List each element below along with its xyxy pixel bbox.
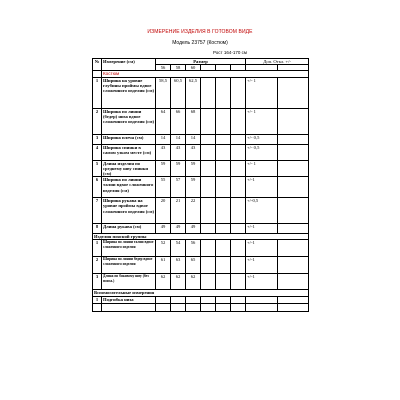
row-measurement: Ширина на уровне глубины проймы вдвое сложенного изделия (см) bbox=[102, 77, 156, 108]
row-number: 1 bbox=[93, 77, 102, 108]
row-empty bbox=[201, 144, 216, 160]
header-deviation: Доп. Откл. +/- bbox=[246, 59, 309, 65]
row-empty bbox=[216, 160, 231, 177]
table-row bbox=[93, 134, 309, 144]
row-empty bbox=[278, 296, 309, 303]
row-empty bbox=[201, 303, 216, 311]
row-empty bbox=[278, 144, 309, 160]
row-value-58: 14 bbox=[171, 134, 186, 144]
row-empty bbox=[201, 160, 216, 177]
row-deviation: +/-1 bbox=[246, 257, 278, 274]
row-value-60: 62 bbox=[186, 274, 201, 290]
row-value-56: 49 bbox=[156, 224, 171, 234]
row-empty bbox=[216, 134, 231, 144]
row-empty bbox=[216, 177, 231, 198]
row-empty bbox=[201, 108, 216, 134]
row-value-56: 43 bbox=[156, 144, 171, 160]
row-empty bbox=[216, 240, 231, 257]
row-value-60: 59 bbox=[186, 177, 201, 198]
row-deviation: +/-1 bbox=[246, 274, 278, 290]
table-row bbox=[93, 224, 309, 234]
row-measurement: Ширина по линии бедер вдвое сложенного изделия bbox=[102, 257, 156, 274]
table-row bbox=[93, 108, 309, 134]
row-empty bbox=[278, 160, 309, 177]
row-empty bbox=[186, 303, 201, 311]
row-value-56: 52 bbox=[156, 240, 171, 257]
row-measurement: Ширина по линии талии вдвое сложенного изделия bbox=[102, 240, 156, 257]
table-row bbox=[93, 198, 309, 224]
row-empty bbox=[216, 274, 231, 290]
row-value-60: 68 bbox=[186, 108, 201, 134]
row-empty bbox=[216, 77, 231, 108]
row-empty bbox=[201, 257, 216, 274]
header-size: Размер bbox=[156, 59, 246, 65]
row-deviation: +/-1 bbox=[246, 240, 278, 257]
row-empty bbox=[278, 257, 309, 274]
row-empty bbox=[278, 274, 309, 290]
row-measurement: Длина рукава (см) bbox=[102, 224, 156, 234]
row-empty bbox=[231, 274, 246, 290]
row-deviation: +/-0,5 bbox=[246, 198, 278, 224]
header-num: № bbox=[93, 59, 102, 71]
row-measurement: Ширина по линии талии вдвое сложенного изделия (см) bbox=[102, 177, 156, 198]
row-measurement: Длина изделия по среднему шву спинки (см) bbox=[102, 160, 156, 177]
row-empty bbox=[216, 296, 231, 303]
row-empty bbox=[278, 77, 309, 108]
row-deviation: +/- 0,5 bbox=[246, 144, 278, 160]
row-empty bbox=[231, 108, 246, 134]
row-measurement: Ширина рукава на уровне проймы вдвое сложенного изделия (см) bbox=[102, 198, 156, 224]
measurement-table bbox=[92, 58, 309, 312]
row-number: 1 bbox=[93, 296, 102, 303]
row-measurement: Ширина спинки в самом узком месте (см) bbox=[102, 144, 156, 160]
row-value-58: 43 bbox=[171, 144, 186, 160]
row-value-56: 59 bbox=[156, 160, 171, 177]
row-value-60: 65 bbox=[186, 257, 201, 274]
row-number: 8 bbox=[93, 224, 102, 234]
row-empty bbox=[231, 198, 246, 224]
row-measurement: Подгибка низа bbox=[102, 296, 156, 303]
row-value-60: 22 bbox=[186, 198, 201, 224]
row-empty bbox=[216, 224, 231, 234]
row-value-60: 59 bbox=[186, 160, 201, 177]
row-number: 3 bbox=[93, 134, 102, 144]
row-number: 6 bbox=[93, 177, 102, 198]
table-row bbox=[93, 303, 309, 311]
row-value-56: 55 bbox=[156, 177, 171, 198]
row-value-60: 43 bbox=[186, 144, 201, 160]
row-empty bbox=[201, 134, 216, 144]
row-value-56: 64 bbox=[156, 108, 171, 134]
table-row bbox=[93, 77, 309, 108]
row-empty bbox=[231, 177, 246, 198]
table-row bbox=[93, 144, 309, 160]
table-row bbox=[93, 160, 309, 177]
row-empty bbox=[278, 177, 309, 198]
row-empty bbox=[278, 224, 309, 234]
row-value-58 bbox=[171, 296, 186, 303]
row-empty bbox=[102, 303, 156, 311]
row-empty bbox=[216, 144, 231, 160]
size-58: 58 bbox=[171, 65, 186, 71]
row-empty bbox=[278, 108, 309, 134]
row-value-56: 14 bbox=[156, 134, 171, 144]
row-empty bbox=[201, 177, 216, 198]
row-empty bbox=[231, 240, 246, 257]
row-number: 7 bbox=[93, 198, 102, 224]
row-number: 2 bbox=[93, 257, 102, 274]
row-empty bbox=[201, 224, 216, 234]
row-empty bbox=[216, 108, 231, 134]
table-row bbox=[93, 177, 309, 198]
model-label: Модель 23757 (Костюм) bbox=[172, 40, 228, 46]
table-row bbox=[93, 296, 309, 303]
row-value-58: 63 bbox=[171, 257, 186, 274]
row-deviation: +/- 0,5 bbox=[246, 134, 278, 144]
row-value-58: 60,5 bbox=[171, 77, 186, 108]
row-empty bbox=[201, 296, 216, 303]
row-value-60: 49 bbox=[186, 224, 201, 234]
size-60: 60 bbox=[186, 65, 201, 71]
row-empty bbox=[231, 160, 246, 177]
height-label: Рост 164-170 см bbox=[213, 50, 247, 55]
row-empty bbox=[278, 303, 309, 311]
row-value-58: 59 bbox=[171, 160, 186, 177]
row-deviation: +/-1 bbox=[246, 177, 278, 198]
row-number: 4 bbox=[93, 144, 102, 160]
row-deviation: +/-1 bbox=[246, 224, 278, 234]
row-value-56 bbox=[156, 296, 171, 303]
row-empty bbox=[231, 257, 246, 274]
row-empty bbox=[201, 198, 216, 224]
row-empty bbox=[231, 296, 246, 303]
row-value-60: 62,5 bbox=[186, 77, 201, 108]
row-deviation bbox=[246, 296, 278, 303]
row-value-60: 14 bbox=[186, 134, 201, 144]
row-number: 3 bbox=[93, 274, 102, 290]
row-value-56: 61 bbox=[156, 257, 171, 274]
row-number: 5 bbox=[93, 160, 102, 177]
header-measurement: Измерение (см) bbox=[102, 59, 156, 71]
row-number: 2 bbox=[93, 108, 102, 134]
row-empty bbox=[171, 303, 186, 311]
row-value-56: 62 bbox=[156, 274, 171, 290]
row-value-60 bbox=[186, 296, 201, 303]
row-deviation: +/- 1 bbox=[246, 108, 278, 134]
row-empty bbox=[201, 77, 216, 108]
row-empty bbox=[231, 224, 246, 234]
table-row bbox=[93, 257, 309, 274]
row-empty bbox=[201, 240, 216, 257]
row-empty bbox=[278, 198, 309, 224]
table-row bbox=[93, 240, 309, 257]
row-value-58: 66 bbox=[171, 108, 186, 134]
row-empty bbox=[278, 134, 309, 144]
row-value-60: 56 bbox=[186, 240, 201, 257]
row-empty bbox=[93, 303, 102, 311]
row-number: 1 bbox=[93, 240, 102, 257]
section-title: Костюм bbox=[102, 71, 309, 77]
row-empty bbox=[231, 134, 246, 144]
row-empty bbox=[156, 303, 171, 311]
row-empty bbox=[231, 303, 246, 311]
row-value-58: 49 bbox=[171, 224, 186, 234]
table-row bbox=[93, 274, 309, 290]
document-title: ИЗМЕРЕНИЕ ИЗДЕЛИЯ В ГОТОВОМ ВИДЕ bbox=[147, 29, 253, 35]
row-value-58: 57 bbox=[171, 177, 186, 198]
size-56: 56 bbox=[156, 65, 171, 71]
row-empty bbox=[246, 303, 278, 311]
row-value-58: 54 bbox=[171, 240, 186, 257]
row-value-56: 20 bbox=[156, 198, 171, 224]
row-value-58: 62 bbox=[171, 274, 186, 290]
section-title: Вспомогательные измерения bbox=[93, 290, 309, 296]
row-deviation: +/- 1 bbox=[246, 160, 278, 177]
row-empty bbox=[216, 303, 231, 311]
row-value-58: 21 bbox=[171, 198, 186, 224]
section-title: Изделия поясной группы bbox=[93, 234, 309, 240]
row-empty bbox=[216, 198, 231, 224]
table-header-row bbox=[93, 59, 309, 65]
row-measurement: Ширина по линии (бедер) низа вдвое сложенного изделия (см) bbox=[102, 108, 156, 134]
row-measurement: Ширина плеча (см) bbox=[102, 134, 156, 144]
row-empty bbox=[231, 77, 246, 108]
row-empty bbox=[278, 240, 309, 257]
row-measurement: Длина по боковому шву (без пояса.) bbox=[102, 274, 156, 290]
row-empty bbox=[216, 257, 231, 274]
row-empty bbox=[231, 144, 246, 160]
measurement-table-body bbox=[93, 59, 309, 312]
row-deviation: +/- 1 bbox=[246, 77, 278, 108]
row-empty bbox=[201, 274, 216, 290]
row-value-56: 58,5 bbox=[156, 77, 171, 108]
